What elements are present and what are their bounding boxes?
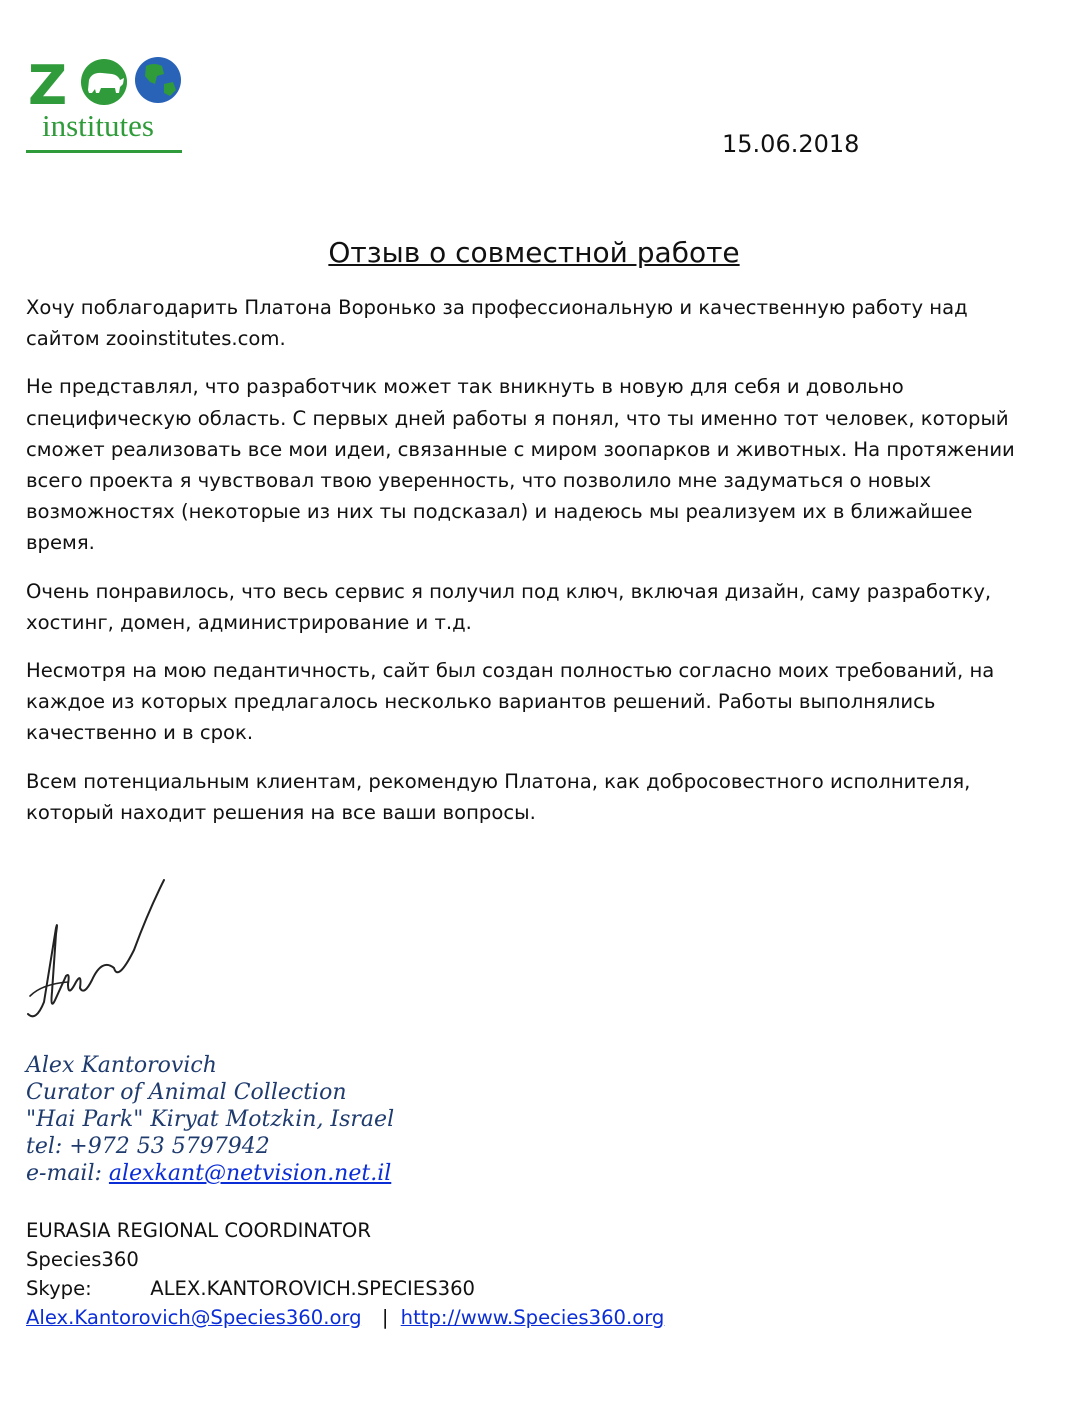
logo-underline [26, 150, 182, 153]
organization-block [26, 1216, 664, 1332]
logo-letter-z: Z [28, 54, 68, 117]
signer-name: Alex Kantorovich [26, 1053, 217, 1078]
signer-email-line [26, 1160, 394, 1187]
paragraph: Всем потенциальным клиентам, рекомендую Платона, как добросовестного исполнителя, который находит решения на все ваши вопросы. [26, 769, 971, 824]
signature-block [26, 1052, 394, 1187]
org-role: EURASIA REGIONAL COORDINATOR [26, 1219, 371, 1242]
signer-place: "Hai Park" Kiryat Motzkin, Israel [26, 1107, 395, 1132]
org-name: Species360 [26, 1248, 139, 1271]
skype-line [26, 1274, 664, 1303]
globe-icon [135, 57, 181, 103]
paragraph: Несмотря на мою педантичность, сайт был создан полностью согласно моих требований, на каждое из которых предлагалось несколько вариантов решений. Работы выполнялись качественно и в срок. [26, 659, 995, 745]
letter-title: Отзыв о совместной работе [328, 236, 740, 269]
skype-label: Skype: [26, 1277, 92, 1300]
email-label: e-mail: [26, 1161, 102, 1186]
signer-tel: tel: +972 53 5797942 [26, 1134, 270, 1159]
paragraph: Хочу поблагодарить Платона Воронько за профессиональную и качественную работу над сайтом zooinstitutes.com. [26, 296, 968, 351]
logo-word: institutes [42, 108, 154, 143]
signer-email-link[interactable]: alexkant@netvision.net.il [108, 1161, 392, 1186]
skype-value: ALEX.KANTOROVICH.SPECIES360 [150, 1277, 476, 1300]
letter-body [26, 292, 1046, 845]
org-email-link[interactable]: Alex.Kantorovich@Species360.org [26, 1306, 362, 1329]
contact-links [26, 1303, 664, 1332]
paragraph: Очень понравилось, что весь сервис я получил под ключ, включая дизайн, саму разработку, хостинг, домен, администрирование и т.д. [26, 579, 992, 634]
link-separator: | [381, 1306, 389, 1329]
signer-position: Curator of Animal Collection [26, 1080, 347, 1105]
zoo-institutes-logo [24, 44, 184, 156]
website-link[interactable]: http://www.Species360.org [400, 1306, 665, 1329]
letter-date: 15.06.2018 [722, 130, 860, 158]
handwritten-signature [22, 872, 172, 1022]
paragraph: Не представлял, что разработчик может так вникнуть в новую для себя и довольно специфическую область. С первых дней работы я понял, что ты именно тот человек, который сможет реализовать все мои идеи, связанные с миром зоопарков и животных. На протяжении всего проекта я чувствовал твою уверенность, что позволило мне задуматься о новых возможностях (некоторые из них ты подсказал) и надеюсь мы реализуем их в ближайшее время. [26, 375, 1015, 555]
